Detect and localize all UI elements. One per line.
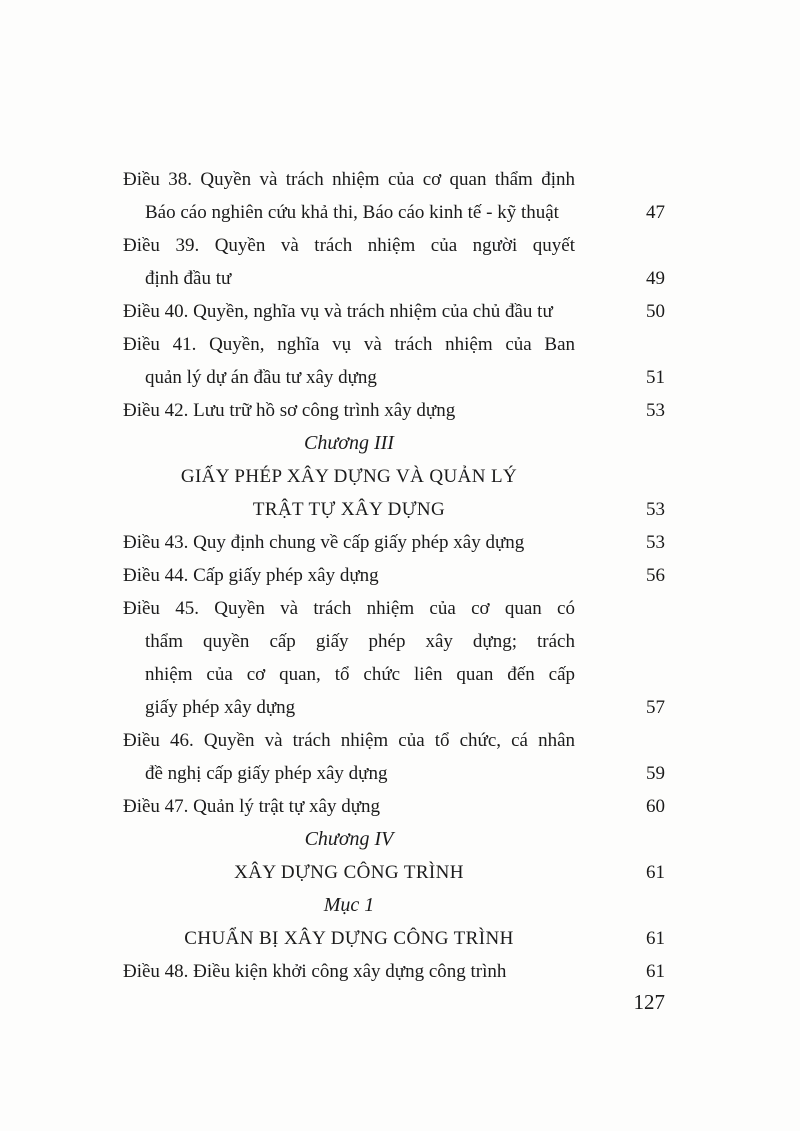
toc-entry [123,856,665,889]
toc-entry-text [123,559,575,592]
toc-entry-text [123,922,575,955]
toc-entry [123,526,665,559]
toc-entry-text [123,229,575,295]
toc-entry-text [123,955,575,988]
toc-entry [123,559,665,592]
toc-entry-page-number: 53 [646,532,665,553]
toc-line: Điều 45. Quyền và trách nhiệm của cơ quan có [123,598,575,619]
toc-line: Điều 46. Quyền và trách nhiệm của tổ chức, cá nhân [123,730,575,751]
toc-entry-text [123,427,575,460]
toc-entry-text [123,592,575,724]
toc-entry-text [123,526,575,559]
toc-line: thẩm quyền cấp giấy phép xây dựng; trách [145,631,575,652]
toc-entry-page-number: 60 [646,796,665,817]
toc-line: giấy phép xây dựng [145,697,296,718]
toc-line: Chương III [304,432,394,454]
toc-entry-text [123,790,575,823]
toc-entry-page-number: 56 [646,565,665,586]
toc-entry-page-number: 49 [646,268,665,289]
toc-line: nhiệm của cơ quan, tổ chức liên quan đến cấp [145,664,575,685]
toc-entry [123,460,665,493]
toc-entry [123,922,665,955]
toc-entry [123,163,665,229]
toc-entry-page-number: 61 [646,928,665,949]
toc-line: CHUẨN BỊ XÂY DỰNG CÔNG TRÌNH [184,928,514,949]
toc-line: Báo cáo nghiên cứu khả thi, Báo cáo kinh tế - kỹ thuật [145,202,559,223]
toc-entry-text [123,163,575,229]
toc-entry [123,394,665,427]
toc-line: định đầu tư [145,268,232,289]
toc-entry [123,889,665,922]
toc-entry-text [123,460,575,493]
toc-line: quản lý dự án đầu tư xây dựng [145,367,377,388]
toc-entry-page-number: 47 [646,202,665,223]
toc-entry-page-number: 61 [646,961,665,982]
toc-entry [123,493,665,526]
toc-entry [123,427,665,460]
page-number: 127 [633,990,665,1014]
toc-entry [123,295,665,328]
toc-entry [123,592,665,724]
toc-entry-page-number: 51 [646,367,665,388]
toc-line: GIẤY PHÉP XÂY DỰNG VÀ QUẢN LÝ [180,466,518,487]
toc-entry [123,229,665,295]
toc-entry-text [123,856,575,889]
toc-line: Điều 38. Quyền và trách nhiệm của cơ quan thẩm định [123,169,575,190]
toc-entry [123,955,665,988]
toc-line: Điều 42. Lưu trữ hồ sơ công trình xây dựng [123,400,456,421]
toc-entry [123,328,665,394]
toc-entry-text [123,295,575,328]
toc-entry-page-number: 50 [646,301,665,322]
toc-line: Điều 41. Quyền, nghĩa vụ và trách nhiệm của Ban [123,334,575,355]
toc-line: Mục 1 [323,894,375,916]
toc-entry-text [123,889,575,922]
toc-entry-text [123,823,575,856]
toc-line: Điều 48. Điều kiện khởi công xây dựng công trình [123,961,507,982]
toc-line: XÂY DỰNG CÔNG TRÌNH [234,862,464,883]
toc-line: Điều 43. Quy định chung về cấp giấy phép xây dựng [123,532,525,553]
toc-line: đề nghị cấp giấy phép xây dựng [145,763,388,784]
toc-entry [123,790,665,823]
toc-line: TRẬT TỰ XÂY DỰNG [252,499,446,520]
toc-line: Chương IV [304,828,394,850]
toc-line: Điều 40. Quyền, nghĩa vụ và trách nhiệm của chủ đầu tư [123,301,553,322]
toc-entry-page-number: 59 [646,763,665,784]
toc-entry-page-number: 57 [646,697,665,718]
toc-entry [123,823,665,856]
toc-entry-page-number: 53 [646,499,665,520]
toc-entry-text [123,328,575,394]
toc-line: Điều 39. Quyền và trách nhiệm của người quyết [123,235,575,256]
toc-entry-text [123,724,575,790]
toc-entry-text [123,493,575,526]
toc-line: Điều 47. Quản lý trật tự xây dựng [123,796,380,817]
toc-entry-text [123,394,575,427]
toc-entry [123,724,665,790]
toc-entry-page-number: 53 [646,400,665,421]
toc-entry-page-number: 61 [646,862,665,883]
toc-line: Điều 44. Cấp giấy phép xây dựng [123,565,379,586]
toc-list [123,163,665,988]
